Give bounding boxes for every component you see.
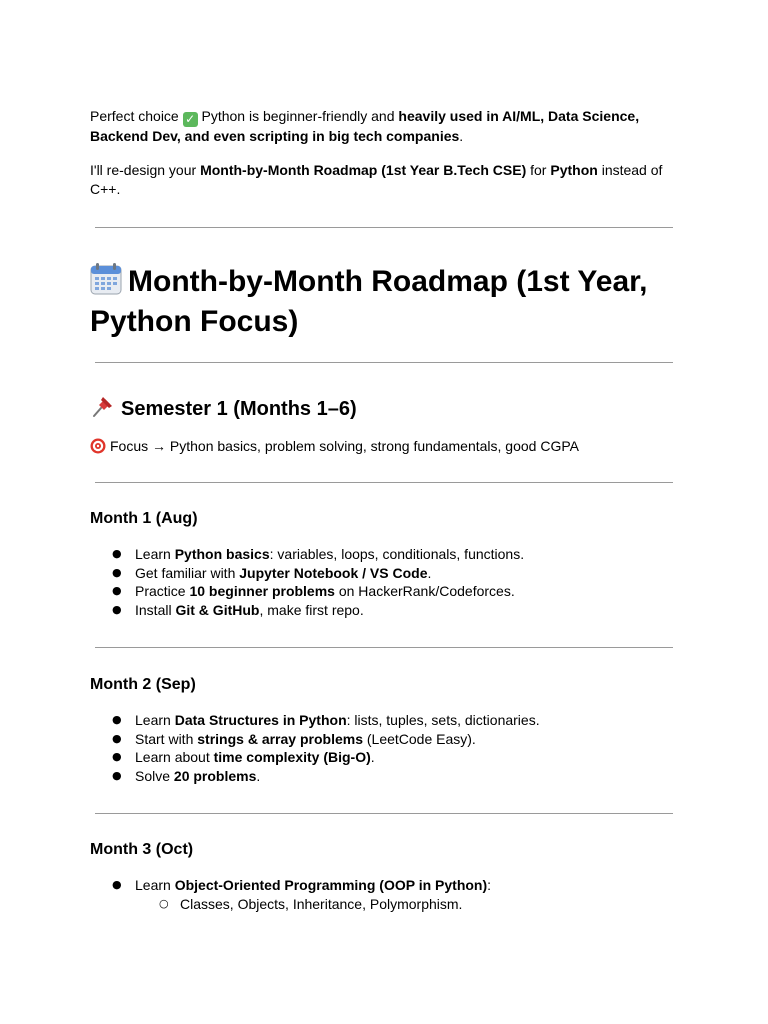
intro2-bold-python: Python: [550, 162, 598, 178]
list-item: ● Practice 10 beginner problems on HackerRank/Codeforces.: [90, 582, 680, 601]
list-item: ● Learn Object-Oriented Programming (OOP in Python): ○ Classes, Objects, Inheritance, Polymorphism.: [90, 876, 680, 913]
month-2-heading: Month 2 (Sep): [90, 676, 196, 693]
month-1-heading: Month 1 (Aug): [90, 510, 198, 527]
month-3-list: [90, 876, 680, 913]
divider: [95, 362, 673, 363]
page-title-text: Month-by-Month Roadmap (1st Year, Python Focus): [90, 265, 648, 338]
intro-bold-uses: heavily used in AI/ML, Data Science, Backend Dev, and even scripting in big tech companies: [90, 108, 640, 144]
divider: [95, 647, 673, 648]
intro-paragraph-2: [90, 161, 680, 199]
intro-period: .: [459, 128, 464, 144]
divider: [95, 813, 673, 814]
list-item: ● Learn Python basics: variables, loops, conditionals, functions.: [90, 545, 680, 564]
intro-text-b: Python is beginner-friendly and: [197, 108, 399, 124]
semester-focus: [90, 437, 680, 456]
pushpin-icon: [90, 393, 116, 419]
list-item: ● Learn Data Structures in Python: lists, tuples, sets, dictionaries.: [90, 711, 680, 730]
semester-heading: [90, 393, 357, 423]
intro2-text-e: instead of C++.: [90, 162, 663, 197]
month-3-sublist: [135, 895, 680, 914]
list-item: ● Solve 20 problems.: [90, 767, 680, 786]
divider: [95, 227, 673, 228]
semester-heading-text: Semester 1 (Months 1–6): [121, 398, 357, 420]
sub-list-item: ○ Classes, Objects, Inheritance, Polymorphism.: [135, 895, 680, 914]
intro2-text-c: for: [526, 162, 551, 178]
intro-paragraph-1: [90, 107, 680, 146]
month-1-list: [90, 545, 680, 620]
target-icon: [90, 438, 106, 454]
calendar-icon: [90, 263, 122, 295]
list-item: ● Learn about time complexity (Big-O).: [90, 748, 680, 767]
intro-text-a: Perfect choice: [90, 108, 179, 124]
list-item: ● Get familiar with Jupyter Notebook / VS Code.: [90, 564, 680, 583]
list-item: ● Start with strings & array problems (LeetCode Easy).: [90, 730, 680, 749]
page-title: [90, 262, 680, 342]
month-3-heading: Month 3 (Oct): [90, 841, 194, 858]
intro2-text-a: I'll re-design your: [90, 162, 201, 178]
intro2-bold-roadmap: Month-by-Month Roadmap (1st Year B.Tech CSE): [200, 162, 527, 178]
check-mark-icon: ✓: [183, 112, 198, 127]
divider: [95, 482, 673, 483]
list-item: ● Install Git & GitHub, make first repo.: [90, 601, 680, 620]
semester-focus-text: Focus → Python basics, problem solving, strong fundamentals, good CGPA: [110, 438, 579, 454]
month-2-list: [90, 711, 680, 786]
